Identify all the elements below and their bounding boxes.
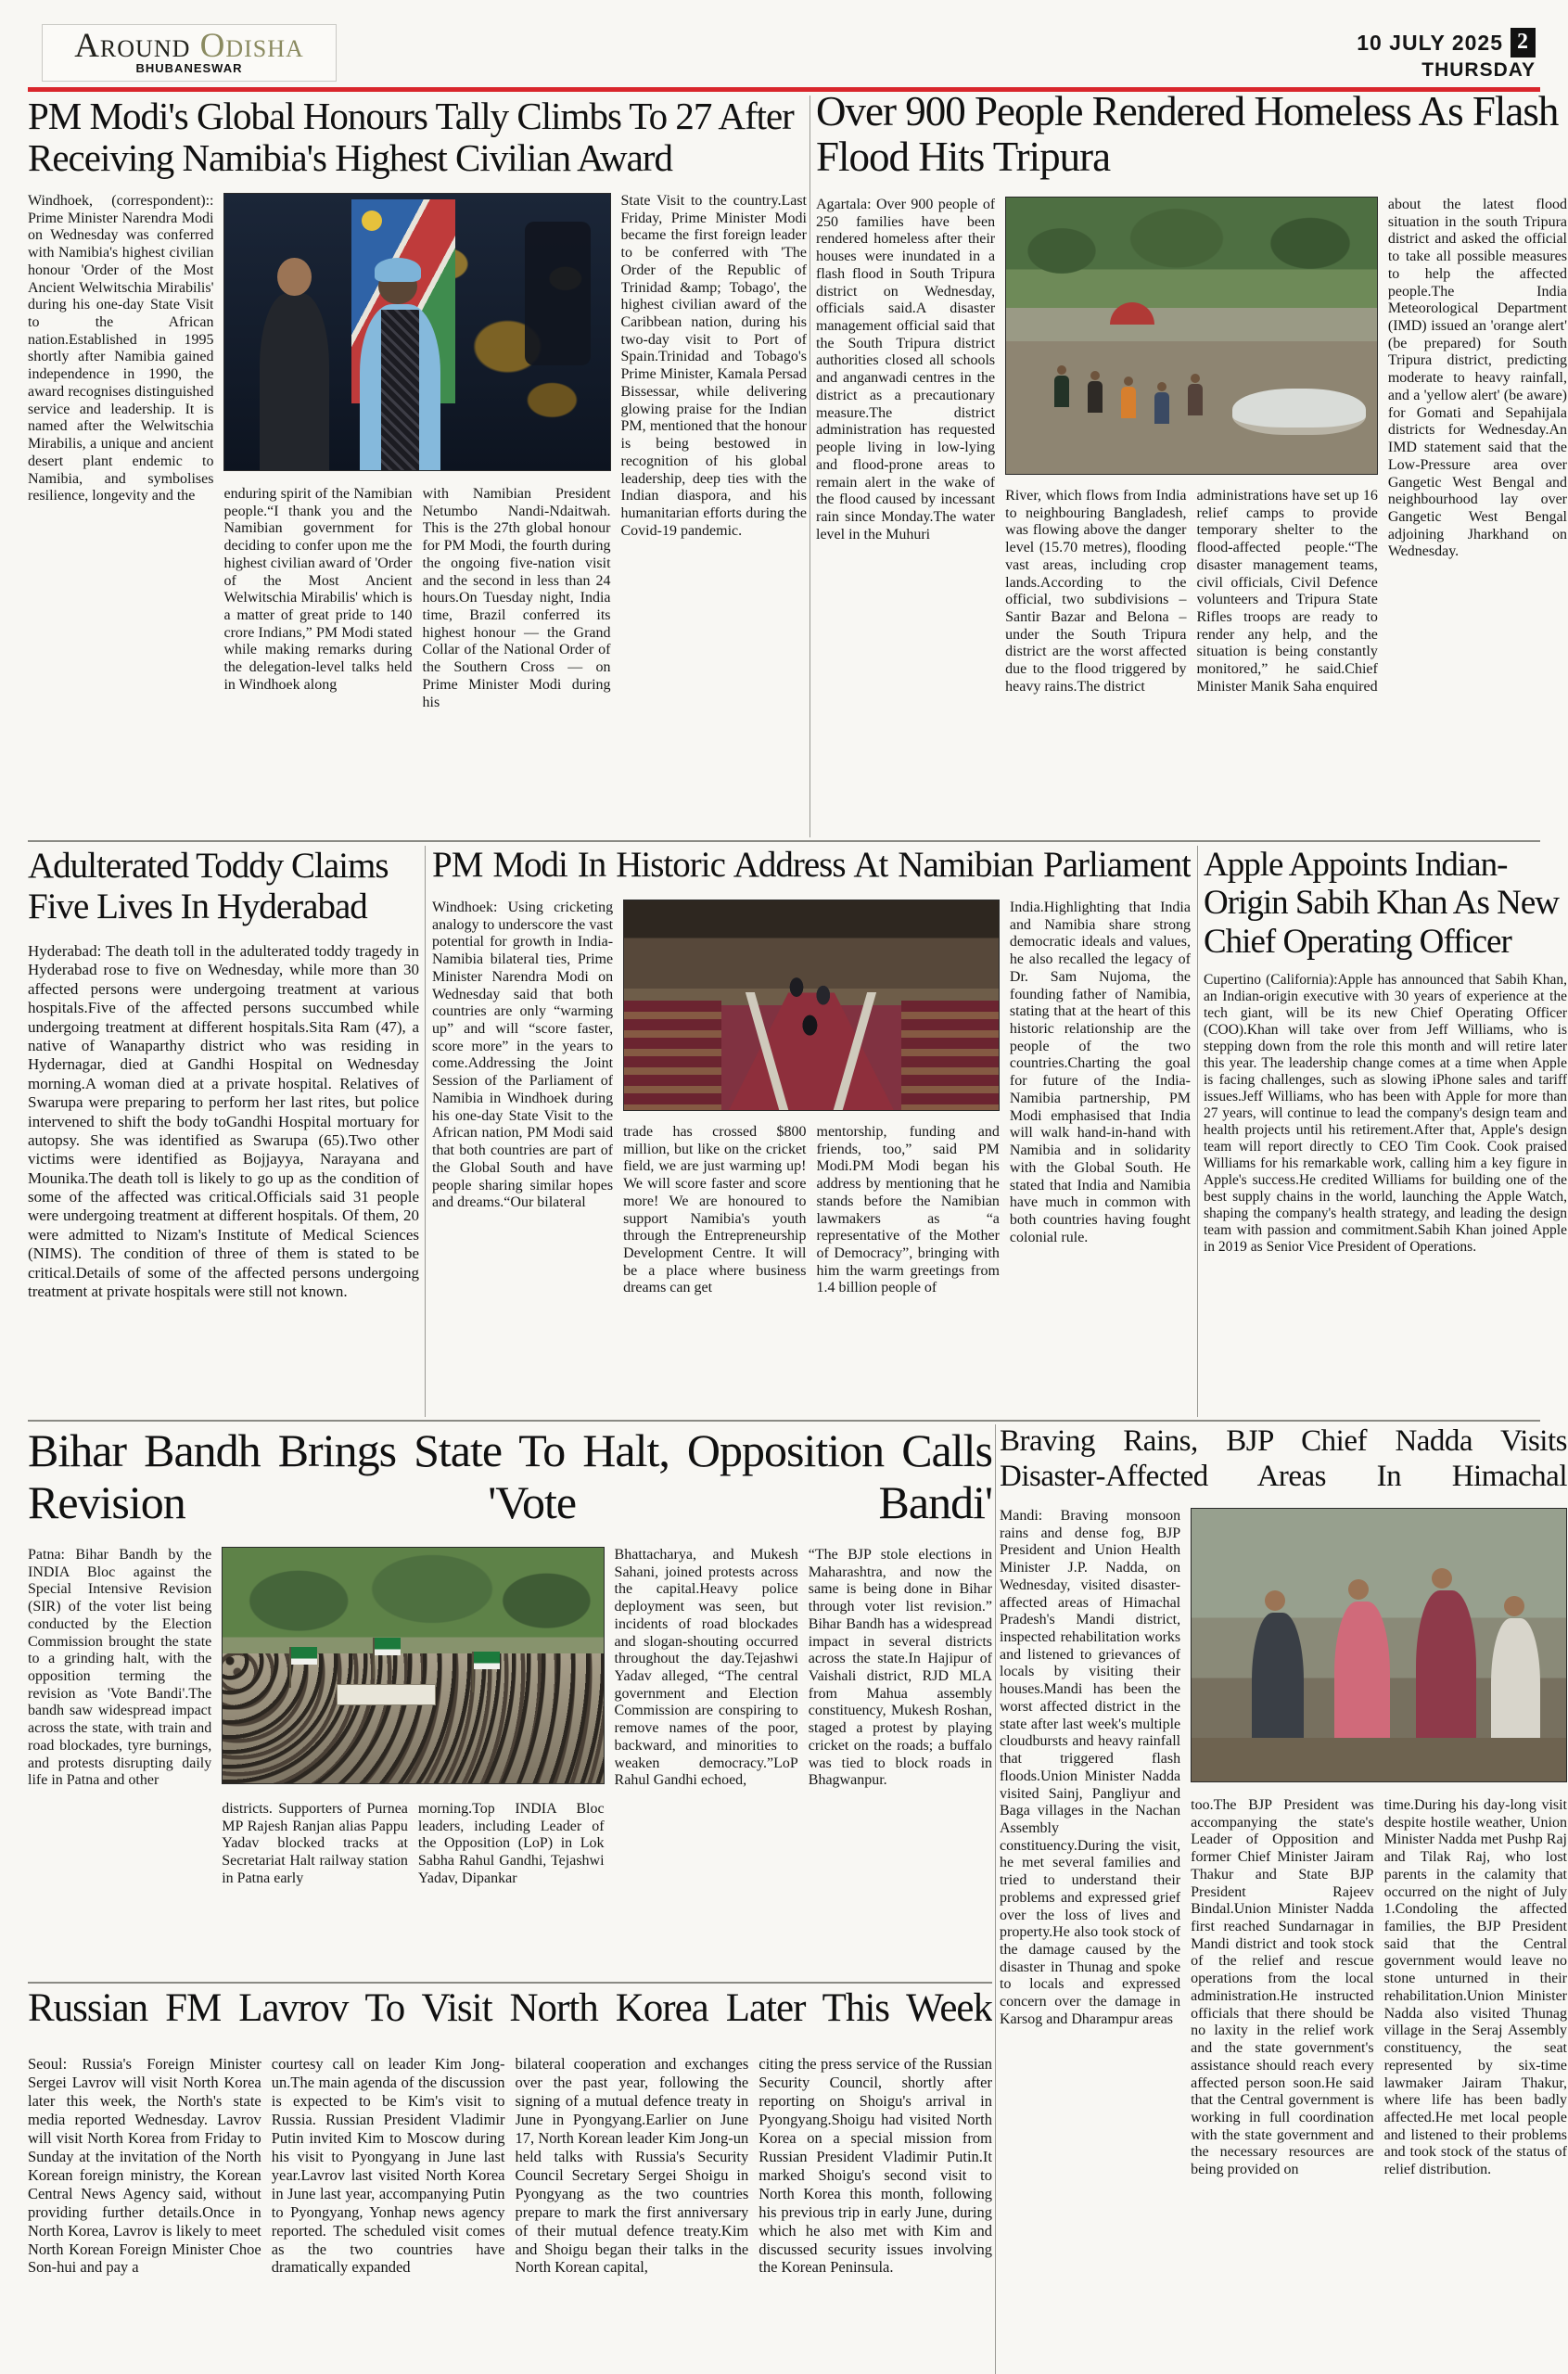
article-headline: Apple Appoints Indian-Origin Sabih Khan As New Chief Operating Officer (1204, 846, 1559, 961)
masthead-logo (42, 24, 337, 82)
article-bihar-bandh (28, 1424, 992, 1979)
column-divider (1197, 846, 1198, 1417)
section-divider (28, 1982, 992, 1984)
masthead-city: BHUBANESWAR (135, 61, 243, 75)
article-column: Mandi: Braving monsoon rains and dense fog, BJP President and Union Health Minister J.P. Nadda, on Wednesday, visited disaster-affected areas of Himachal Pradesh's Mandi district, inspected rehabilitation works and listened to grievances of locals by visiting their houses.Mandi has been the worst affected district in the state after last week's multiple cloudbursts and heavy rainfall that triggered flash floods.Union Minister Nadda visited Sainj, Pangliyur and Baga villages in the Nachan Assembly constituency.During the visit, he met several families and tried to understand their problems and expressed grief over the loss of lives and property.He also took stock of the damage caused by the disaster in Thunag and spoke to locals and expressed concern over the damage in Karsog and Dharampur areas (1000, 1508, 1181, 2027)
column-divider (995, 1424, 996, 2374)
article-column: Bhattacharya, and Mukesh Sahani, joined protests across the capital.Heavy police deployment was seen, but incidents of road blockades and slogan-shouting occurred throughout the day.Tejashwi Yadav alleged, “The central government and Election Commission are conspiring to remove names of the poor, backward, and minorities to weaken democracy.”LoP Rahul Gandhi echoed, (614, 1547, 798, 1789)
nadda-visit-photo (1191, 1508, 1567, 1782)
article-column: Windhoek: Using cricketing analogy to underscore the vast potential for growth in India-Namibia bilateral ties, Prime Minister Narendra Modi on Wednesday said that both countries are only “warming up” and will “score faster, score more” in the years to come.Addressing the Joint Session of the Parliament of Namibia in Windhoek during his one-day State Visit to the African nation, PM Modi said that both countries are part of the Global South and have people sharing similar hopes and dreams.“Our bilateral (432, 900, 614, 1211)
article-column: Seoul: Russia's Foreign Minister Sergei Lavrov will visit North Korea later this week, the North's state media reported Wednesday. Lavrov will visit North Korea from Friday to Sunday at the invitation of the North Korean foreign ministry, the Korean Central News Agency said, without providing further details.Once in North Korea, Lavrov is likely to meet North Korean Foreign Minister Choe Son-hui and pay a (28, 2055, 261, 2277)
article-column: Patna: Bihar Bandh by the INDIA Bloc against the Special Intensive Revision (SIR) of the voter list being conducted by the Election Commission brought the state to a grinding halt, with the opposition terming the revision as 'Vote Bandi'.The bandh saw widespread impact across the state, with train and road blockades, tyre burnings, and protests disrupting daily life in Patna and other (28, 1547, 212, 1789)
article-lavrov-north-korea (28, 1986, 992, 2374)
bihar-protest-photo (222, 1547, 604, 1784)
page-number-badge: 2 (1511, 28, 1536, 57)
modi-namibia-photo (223, 193, 610, 471)
article-headline: PM Modi's Global Honours Tally Climbs To 27 After Receiving Namibia's Highest Civilian Award (28, 96, 794, 180)
issue-day: THURSDAY (1421, 59, 1536, 81)
article-column: mentorship, funding and friends, too,” said PM Modi.PM Modi began his address by mentioning that he stands before the Namibian lawmakers as “a representative of the Mother of Democracy”, bringing with him the warm greetings from 1.4 billion people of (816, 1124, 1000, 1296)
article-column: bilateral cooperation and exchanges over the past year, following the signing of a mutual defence treaty in June in Pyongyang.Earlier on June 17, North Korean leader Kim Jong-un held talks with Russia's Security Council Secretary Sergei Shoigu in Pyongyang as the two countries prepare to mark the first anniversary of their mutual defence treaty.Kim and Shoigu began their talks in the North Korean capital, (515, 2055, 749, 2277)
masthead-date-block (1165, 28, 1536, 82)
article-column: too.The BJP President was accompanying the state's Leader of Opposition and former Chief Minister Jairam Thakur and State BJP President Rajeev Bindal.Union Minister Nadda first reached Sundarnagar in Mandi district and took stock of the relief and rescue operations from the local administration.He instructed officials that there should be no laxity in the relief work and the state government's assistance should reach every affected person soon.He said that the Central government is working in full coordination with the state government and the necessary resources are being provided on (1191, 1797, 1374, 2178)
article-headline: Braving Rains, BJP Chief Nadda Visits Disaster-Affected Areas In Himachal (1000, 1424, 1567, 1493)
article-modi-award (28, 96, 807, 837)
article-column: about the latest flood situation in the south Tripura district and asked the official to take all possible measures to help the affected people.The India Meteorological Department (IMD) issued an 'orange alert' (be prepared) for South Tripura district, predicting moderate to heavy rainfall, and a 'yellow alert' (be aware) for Gomati and Sepahijala districts for Wednesday.An IMD statement said that the Low-Pressure area over Gangetic West Bengal and neighbourhood lay over Gangetic West Bengal adjoining Jharkhand on Wednesday. (1387, 197, 1567, 560)
article-namibian-parliament (432, 846, 1191, 1417)
masthead-title (43, 29, 336, 63)
column-divider (425, 846, 426, 1417)
article-headline: PM Modi In Historic Address At Namibian Parliament (432, 846, 1191, 885)
article-column: River, which flows from India to neighbouring Bangladesh, was flowing above the danger level (15.70 metres), flooding vast areas, including crop lands.According to the official, two subdivisions – Santir Bazar and Belona – under the South Tripura district are the worst affected due to the flood triggered by heavy rains.The district (1005, 488, 1187, 695)
section-divider (28, 1420, 1540, 1422)
masthead-title-around: Around (74, 27, 191, 65)
article-column: Agartala: Over 900 people of 250 families have been rendered homeless after their houses were inundated in a flash flood in South Tripura district on Wednesday, officials said.A disaster management official said that the South Tripura district authorities closed all schools and anganwadi centres in the district as a precautionary measure.The district administration has requested people living in low-lying and flood-prone areas to remain alert in the wake of the flood caused by incessant rain since Monday.The water level in the Muhuri (816, 197, 996, 542)
article-column: trade has crossed $800 million, but like on the cricket field, we are just warming up! We will score faster and score more! We are honoured to support Namibia's youth through the Entrepreneurship Development Centre. It will be a place where business dreams can get (623, 1124, 807, 1296)
article-headline: Over 900 People Rendered Homeless As Flash Flood Hits Tripura (816, 89, 1559, 180)
article-headline: Adulterated Toddy Claims Five Lives In Hyderabad (28, 846, 389, 926)
article-column: State Visit to the country.Last Friday, Prime Minister Modi became the first foreign leader to be conferred with 'The Order of the Republic of Trinidad &amp; Tobago', the highest civilian award of the Caribbean nation, during his two-day visit to Port of Spain.Trinidad and Tobago's Prime Minister, Kamala Persad Bissessar, while delivering glowing praise for the Indian PM, mentioned that the honour is being bestowed in recognition of his global leadership, deep ties with the Indian diaspora, and his humanitarian efforts during the Covid-19 pandemic. (620, 193, 807, 539)
article-toddy-deaths (28, 846, 419, 1417)
article-headline: Russian FM Lavrov To Visit North Korea Later This Week (28, 1986, 992, 2030)
section-divider (28, 840, 1540, 842)
article-column: morning.Top INDIA Bloc leaders, including Leader of the Opposition (LoP) in Lok Sabha Rahul Gandhi, Tejashwi Yadav, Dipankar (417, 1801, 605, 1886)
article-body: Hyderabad: The death toll in the adulterated toddy tragedy in Hyderabad rose to five on Wednesday, while more than 30 affected persons were undergoing treatment at various hospitals.Five of the affected persons succumbed while undergoing treatment at different hospitals.Sita Ram (47), a native of Wanaparthy district who was residing in Hydernagar, died at Gandhi Hospital on Wednesday morning.A woman died at a private hospital. Relatives of Swarupa were preparing to perform her last rites, but police intervened to shift the body toGandhi Hospital mortuary for autopsy. She was identified as Swarupa (65).Two other victims were identified as Bojjayya, Narayana and Mounika.The death toll is likely to go up as the condition of some of the affected was critical.Officials said 31 people were undergoing treatment at different hospitals. Of them, 20 were admitted to Nizam's Institute of Medical Sciences (NIMS). The condition of three of them is stated to be critical.Details of some of the affected persons undergoing treatment at private hospitals were still not known. (28, 942, 419, 1301)
article-column: districts. Supporters of Purnea MP Rajesh Ranjan alias Pappu Yadav blocked tracks at Secretariat Halt railway station in Patna early (222, 1801, 408, 1886)
namibian-parliament-photo (623, 900, 1000, 1111)
issue-date: 10 JULY 2025 (1357, 30, 1503, 55)
article-column: time.During his day-long visit despite hostile weather, Union Minister Nadda met Pushp Raj and Tilak Raj, who lost parents in the calamity that occurred on the night of July 1.Condoling the affected families, the BJP President said that the Central government would leave no stone unturned in their rehabilitation.Union Minister Nadda also visited Thunag village in the Seraj Assembly constituency, the seat represented by six-time lawmaker Jairam Thakur, where life has been badly affected.He met local people and listened to their problems and took stock of the status of relief distribution. (1383, 1797, 1567, 2178)
article-column: courtesy call on leader Kim Jong-un.The main agenda of the discussion is expected to be Kim's visit to Russia. Russian President Vladimir Putin invited Kim to Moscow during his visit to Pyongyang in June last year.Lavrov last visited North Korea in June last year, accompanying Putin to Pyongyang, Yonhap news agency reported. The scheduled visit comes as the two countries have dramatically expanded (271, 2055, 505, 2277)
article-column: India.Highlighting that India and Namibia share strong democratic ideals and values, he also recalled the legacy of Dr. Sam Nujoma, the founding father of Namibia, stating that at the heart of this historic relationship are the people of the two countries.Charting the goal for future of the India-Namibia partnership, PM Modi emphasised that India will walk hand-in-hand with Namibia and in solidarity with the Global South. He stated that India and Namibia have much in common with both countries having fought colonial rule. (1009, 900, 1191, 1245)
column-divider (809, 96, 810, 837)
article-column: administrations have set up 16 relief camps to provide temporary shelter to the flood-affected people.“The disaster management teams, civil officials, Civil Defence volunteers and Tripura State Rifles troops are ready to render any help, and the situation is being constantly monitored,” he said.Chief Minister Manik Saha enquired (1196, 488, 1378, 695)
article-column: Windhoek, (correspondent):: Prime Minister Narendra Modi on Wednesday was conferred with Namibia's highest civilian honour 'Order of the Most Ancient Welwitschia Mirabilis' during his one-day State Visit to the African nation.Established in 1995 shortly after Namibia gained independence in 1990, the award recognises distinguished service and leadership. It is named after the Welwitschia Mirabilis, a unique and ancient desert plant endemic to Namibia, and symbolises resilience, longevity and the (28, 193, 214, 504)
masthead-title-odisha: Odisha (199, 27, 304, 65)
article-tripura-flood (816, 89, 1567, 837)
article-column: citing the press service of the Russian Security Council, shortly after reporting on Shoigu's arrival in Pyongyang.Shoigu had visited North Korea on a special mission from Russian President Vladimir Putin.It marked Shoigu's second visit to North Korea this month, following his previous trip in early June, during which he also met with Kim and discussed security issues involving the Korean Peninsula. (759, 2055, 992, 2277)
article-body: Cupertino (California):Apple has announced that Sabih Khan, an Indian-origin executive with 30 years of experience at the tech giant, will be its new Chief Operating Officer (COO).Khan will take over from Jeff Williams, who is stepping down from the role this month and will retire later this year. The leadership change comes at a time when Apple is facing challenges, such as slowing iPhone sales and tariff issues.Jeff Williams, who has been with Apple for more than 27 years, will continue to lead the company's design team and health projects until his retirement.After that, Apple's design team will report directly to CEO Tim Cook. Cook praised Williams for his remarkable work, calling him a key figure in Apple's success.He credited Williams for building one of the best supply chains in the world, launching the Apple Watch, shaping the company's health strategy, and leading the design team with passion and commitment.Sabih Khan joined Apple in 2019 as Senior Vice President of Operations. (1204, 972, 1567, 1255)
article-column: enduring spirit of the Namibian people.“I thank you and the Namibian government for deciding to confer upon me the highest civilian award of 'Order of the Most Ancient Welwitschia Mirabilis' which is a matter of great pride to 140 crore Indians,” PM Modi stated while making remarks during the delegation-level talks held in Windhoek along (223, 486, 413, 693)
article-nadda-himachal (1000, 1424, 1567, 2374)
article-apple-coo (1204, 846, 1567, 1417)
article-column: “The BJP stole elections in Maharashtra, and now the same is being done in Bihar through voter list revision.” Bihar Bandh has a widespread impact in several districts across the state.In Hajipur of Vaishali district, RJD MLA from Mahua assembly constituency, Mukesh Roshan, staged a protest by playing cricket on the roads; a buffalo was tied to block roads in Bhagwanpur. (808, 1547, 992, 1789)
tripura-flood-photo (1005, 197, 1378, 475)
article-column: with Namibian President Netumbo Nandi-Ndaitwah. This is the 27th global honour for PM Modi, the fourth during the ongoing five-nation visit and the second in less than 24 hours.On Tuesday night, India time, Brazil conferred its highest honour — the Grand Collar of the National Order of the Southern Cross — on Prime Minister Modi during his (422, 486, 611, 710)
article-headline: Bihar Bandh Brings State To Halt, Opposition Calls Revision 'Vote Bandi' (28, 1424, 992, 1528)
